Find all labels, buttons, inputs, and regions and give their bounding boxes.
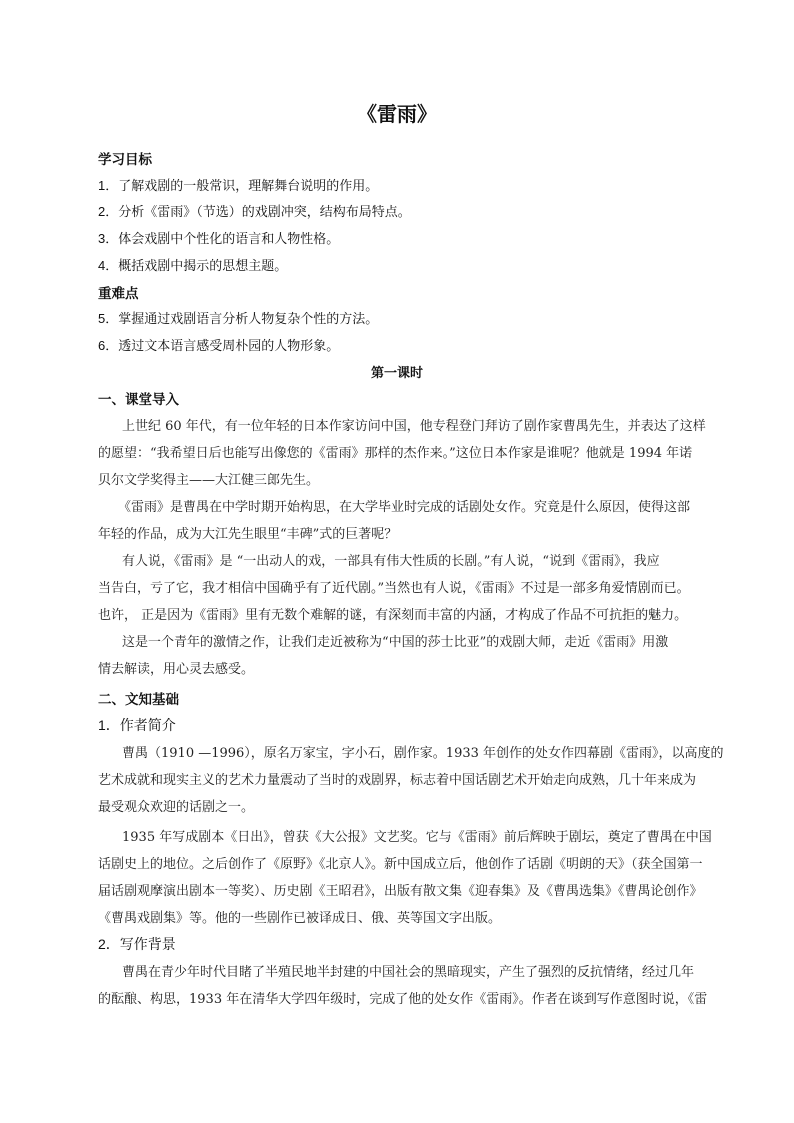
paragraph-line: 《曹禺戏剧集》等。他的一些剧作已被译成日、俄、英等国文字出版。	[98, 911, 502, 926]
objective-item: 3．体会戏剧中个性化的语言和人物性格。	[98, 231, 340, 246]
section-heading: 一、课堂导入	[98, 392, 179, 407]
paragraph-line: 曹禺（1910 —1996），原名万家宝，字小石，剧作家。1933 年创作的处女作四幕剧《雷雨》，以高度的	[122, 746, 724, 761]
paragraph-line: 情去解读，用心灵去感受。	[98, 662, 255, 677]
paragraph-line: 话剧史上的地位。之后创作了《原野》《北京人》。新中国成立后，他创作了话剧《明朗的天》（获全国第一	[98, 857, 703, 872]
document-title: 《雷雨》	[357, 102, 437, 126]
paragraph-line: 年轻的作品，成为大江先生眼里“丰碑”式的巨著呢？	[98, 527, 398, 542]
paragraph-line: 的酝酿、构思，1933 年在清华大学四年级时，完成了他的处女作《雷雨》。作者在谈到写作意图时说，《雷	[98, 992, 708, 1007]
objectives-heading: 学习目标	[98, 152, 152, 167]
paragraph-line: 1935 年写成剧本《日出》，曾获《大公报》文艺奖。它与《雷雨》前后辉映于剧坛，奠定了曹禺在中国	[122, 830, 712, 845]
paragraph-line: 上世纪 60 年代，有一位年轻的日本作家访问中国，他专程登门拜访了剧作家曹禺先生，并表达了这样	[122, 419, 706, 434]
lesson-heading: 第一课时	[370, 365, 423, 380]
section-heading: 二、文知基础	[98, 692, 179, 707]
subsection-heading: 1．作者简介	[98, 717, 176, 733]
subsection-heading: 2．写作背景	[98, 936, 176, 952]
paragraph-line: 当告白，亏了它，我才相信中国确乎有了近代剧。”当然也有人说，《雷雨》不过是一部多角爱情剧而已。	[98, 581, 690, 596]
key-point-item: 5．掌握通过戏剧语言分析人物复杂个性的方法。	[98, 311, 379, 326]
paragraph-line: 贝尔文学奖得主——大江健三郎先生。	[98, 473, 320, 488]
paragraph-line: 最受观众欢迎的话剧之一。	[98, 800, 255, 815]
paragraph-line: 艺术成就和现实主义的艺术力量震动了当时的戏剧界，标志着中国话剧艺术开始走向成熟，几十年来成为	[98, 773, 697, 788]
paragraph-line: 这是一个青年的激情之作，让我们走近被称为“中国的莎士比亚”的戏剧大师，走近《雷雨》用激	[122, 635, 669, 650]
objective-item: 2．分析《雷雨》（节选）的戏剧冲突，结构布局特点。	[98, 204, 411, 219]
paragraph-line: 也许， 正是因为《雷雨》里有无数个难解的谜，有深刻而丰富的内涵，才构成了作品不可抗拒的魅力。	[98, 608, 688, 623]
paragraph-line: 届话剧观摩演出剧本一等奖）、历史剧《王昭君》，出版有散文集《迎春集》及《曹禺选集》《曹禺论创作》	[98, 884, 703, 899]
key-point-item: 6．透过文本语言感受周朴园的人物形象。	[98, 338, 340, 353]
paragraph-line: 曹禺在青少年时代目睹了半殖民地半封建的中国社会的黑暗现实，产生了强烈的反抗情绪，经过几年	[122, 965, 695, 980]
paragraph-line: 《雷雨》是曹禺在中学时期开始构思，在大学毕业时完成的话剧处女作。究竟是什么原因，使得这部	[118, 500, 691, 515]
objective-item: 4．概括戏剧中揭示的思想主题。	[98, 258, 288, 273]
paragraph-line: 的愿望：“我希望日后也能写出像您的《雷雨》那样的杰作来。”这位日本作家是谁呢？他就是 1994 年诺	[98, 446, 693, 461]
paragraph-line: 有人说，《雷雨》是 “一出动人的戏，一部具有伟大性质的长剧。”有人说，“说到《雷雨》，我应	[122, 554, 660, 569]
key-points-heading: 重难点	[98, 286, 139, 301]
objective-item: 1．了解戏剧的一般常识，理解舞台说明的作用。	[98, 178, 379, 193]
